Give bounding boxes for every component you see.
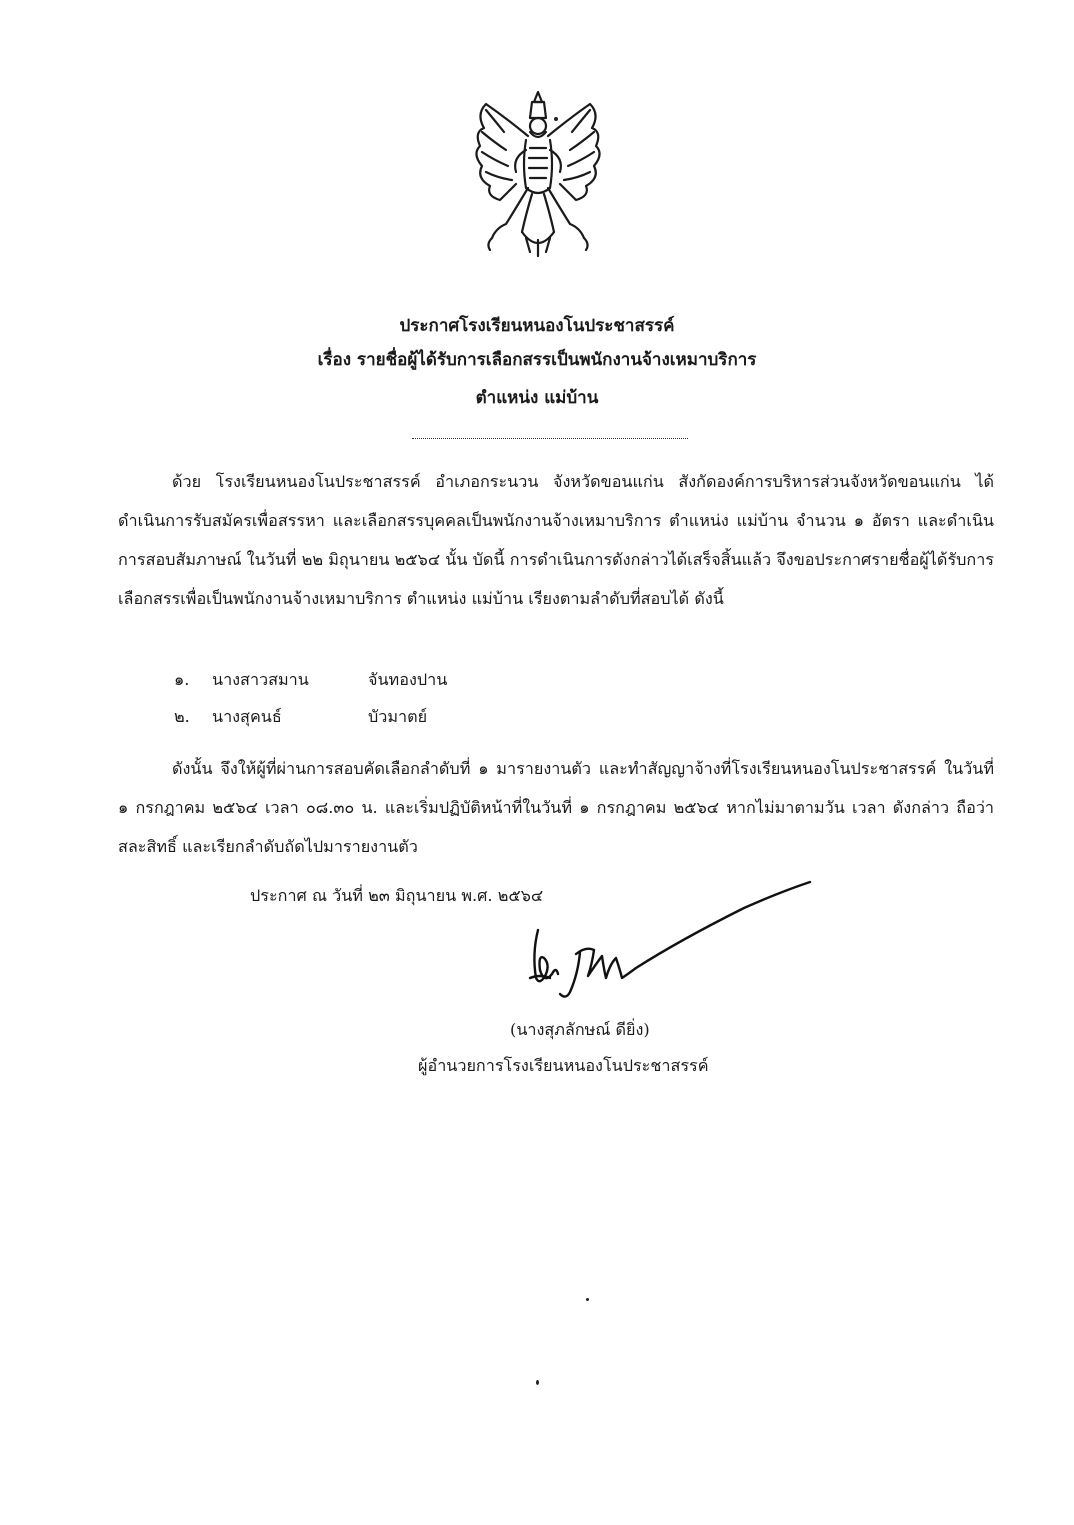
announcement-subject: เรื่อง รายชื่อผู้ได้รับการเลือกสรรเป็นพนักงานจ้างเหมาบริการ: [317, 350, 757, 370]
announcement-position: ตำแหน่ง แม่บ้าน: [475, 388, 599, 408]
handwritten-signature: [510, 874, 820, 1004]
candidate-item: [174, 667, 447, 693]
candidate-number: ๒.: [174, 707, 190, 726]
candidate-number: ๑.: [174, 670, 190, 689]
candidate-last-name: จันทองปาน: [368, 670, 448, 689]
garuda-emblem-icon: [466, 88, 611, 258]
body-paragraph-1: ด้วย โรงเรียนหนองโนประชาสรรค์ อำเภอกระนวน จังหวัดขอนแก่น สังกัดองค์การบริหารส่วนจังหวัดขอนแก่น ได้ดำเนินการรับสมัครเพื่อสรรหา และเลือกสรรบุคคลเป็นพนักงานจ้างเหมาบริการ ตำแหน่ง แม่บ้าน จำนวน ๑ อัตรา และดำเนินการสอบสัมภาษณ์ ในวันที่ ๒๒ มิถุนายน ๒๕๖๔ นั้น บัดนี้ การดำเนินการดังกล่าวได้เสร็จสิ้นแล้ว จึงขอประกาศรายชื่อผู้ได้รับการเลือกสรรเพื่อเป็นพนักงานจ้างเหมาบริการ ตำแหน่ง แม่บ้าน เรียงตามลำดับที่สอบได้ ดังนี้: [118, 472, 994, 608]
dotted-divider: [412, 438, 688, 439]
signatory-position: ผู้อำนวยการโรงเรียนหนองโนประชาสรรค์: [418, 1056, 709, 1075]
candidate-item: [174, 704, 427, 730]
scan-speck: [586, 1298, 589, 1301]
announcement-title: ประกาศโรงเรียนหนองโนประชาสรรค์: [399, 316, 675, 336]
signatory-name: (นางสุภลักษณ์ ดียิ่ง): [510, 1020, 650, 1039]
scan-speck: [536, 1380, 539, 1385]
body-paragraph-2: ดังนั้น จึงให้ผู้ที่ผ่านการสอบคัดเลือกลำดับที่ ๑ มารายงานตัว และทำสัญญาจ้างที่โรงเรียนหนองโนประชาสรรค์ ในวันที่ ๑ กรกฎาคม ๒๕๖๔ เวลา ๐๘.๓๐ น. และเริ่มปฏิบัติหน้าที่ในวันที่ ๑ กรกฎาคม ๒๕๖๔ หากไม่มาตามวัน เวลา ดังกล่าว ถือว่าสละสิทธิ์ และเรียกลำดับถัดไปมารายงานตัว: [118, 759, 994, 856]
announcement-date: ประกาศ ณ วันที่ ๒๓ มิถุนายน พ.ศ. ๒๕๖๔: [250, 886, 544, 905]
scan-speck: [554, 117, 558, 121]
candidate-last-name: บัวมาตย์: [368, 707, 428, 726]
candidate-first-name: นางสุคนธ์: [212, 707, 282, 726]
candidate-first-name: นางสาวสมาน: [212, 670, 309, 689]
